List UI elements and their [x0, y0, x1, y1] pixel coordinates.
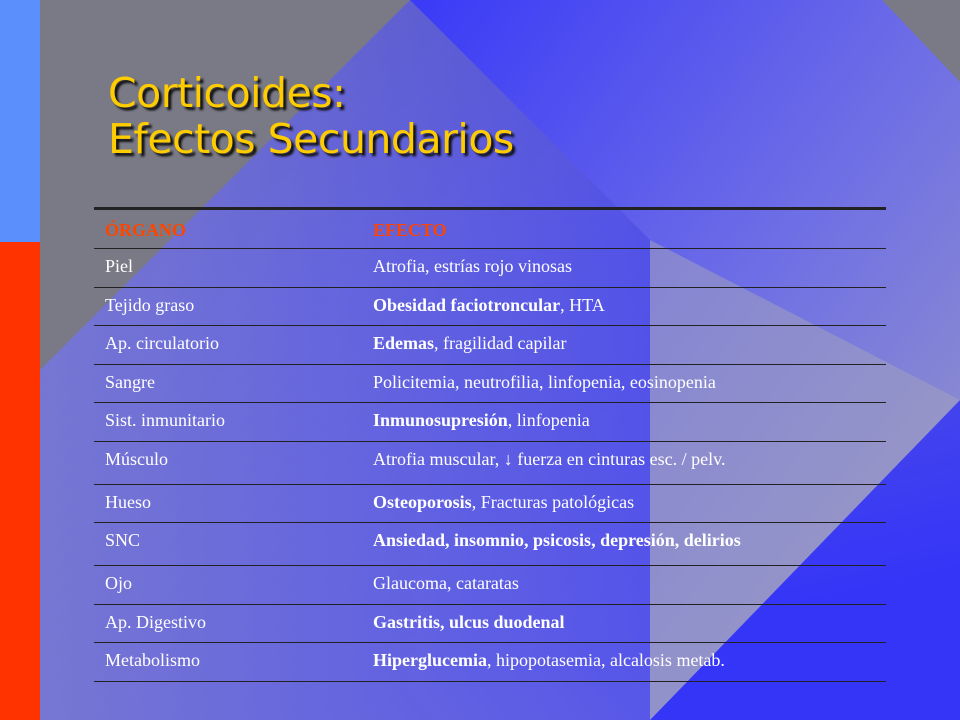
title-line-1: Corticoides: [108, 69, 346, 117]
organ-cell: SNC [105, 530, 141, 550]
effect-bold: Inmunosupresión [373, 410, 508, 430]
effect-cell [373, 333, 566, 354]
effect-bold: Obesidad faciotroncular [373, 294, 561, 315]
organ-cell: Hueso [105, 491, 151, 512]
title-line-2: Efectos Secundarios [108, 115, 514, 163]
effect-bold: Edemas [373, 333, 435, 353]
effect-cell [373, 650, 725, 671]
table-row [94, 442, 886, 485]
left-accent-strip-blue [0, 0, 40, 242]
effect-text: , linfopenia [507, 410, 590, 430]
effect-text: , hipopotasemia, alcalosis metab. [486, 650, 725, 670]
effect-cell [373, 256, 572, 277]
effect-cell [373, 573, 519, 594]
table-row [94, 485, 886, 524]
organ-cell: Sangre [105, 371, 155, 392]
organ-cell: Piel [105, 256, 134, 276]
effect-text: Glaucoma, cataratas [373, 573, 519, 593]
header-effect: EFECTO [373, 220, 447, 240]
organ-cell: Ojo [105, 573, 132, 593]
effect-cell [373, 372, 716, 393]
effect-bold: Osteoporosis [373, 491, 472, 512]
effect-cell [373, 410, 590, 431]
table-row [94, 605, 886, 644]
effect-text: , Fracturas patológicas [471, 491, 635, 512]
table-row [94, 288, 886, 327]
organ-cell: Sist. inmunitario [105, 410, 226, 430]
table-row [94, 365, 886, 404]
effect-cell [373, 449, 725, 470]
table-row [94, 643, 886, 682]
table-row [94, 523, 886, 566]
effect-text: Atrofia muscular, ↓ fuerza en cinturas esc. / pelv. [373, 448, 726, 469]
table-row [94, 566, 886, 605]
effect-text: Atrofia, estrías rojo vinosas [373, 256, 572, 276]
organ-cell: Músculo [105, 448, 168, 469]
organ-cell: Ap. circulatorio [105, 333, 219, 353]
effect-text: , fragilidad capilar [434, 333, 567, 353]
effect-cell [373, 295, 605, 316]
effect-text: Policitemia, neutrofilia, linfopenia, eosinopenia [373, 371, 716, 392]
table-row [94, 403, 886, 442]
effect-cell [373, 612, 565, 633]
organ-cell: Tejido graso [105, 294, 195, 315]
effect-bold: Gastritis, ulcus duodenal [373, 611, 565, 632]
organ-cell: Metabolismo [105, 650, 200, 670]
slide-title [108, 70, 514, 162]
table-row [94, 326, 886, 365]
table-row [94, 249, 886, 288]
effect-cell [373, 492, 634, 513]
header-organ: ÓRGANO [105, 220, 186, 240]
table-header-row [94, 207, 886, 249]
effect-cell [373, 530, 741, 551]
side-effects-table [94, 207, 886, 682]
left-accent-strip-red [0, 242, 40, 720]
effect-text: , HTA [560, 294, 605, 315]
organ-cell: Ap. Digestivo [105, 611, 206, 632]
effect-bold: Hiperglucemia [373, 650, 487, 670]
effect-bold: Ansiedad, insomnio, psicosis, depresión, delirios [373, 530, 741, 550]
